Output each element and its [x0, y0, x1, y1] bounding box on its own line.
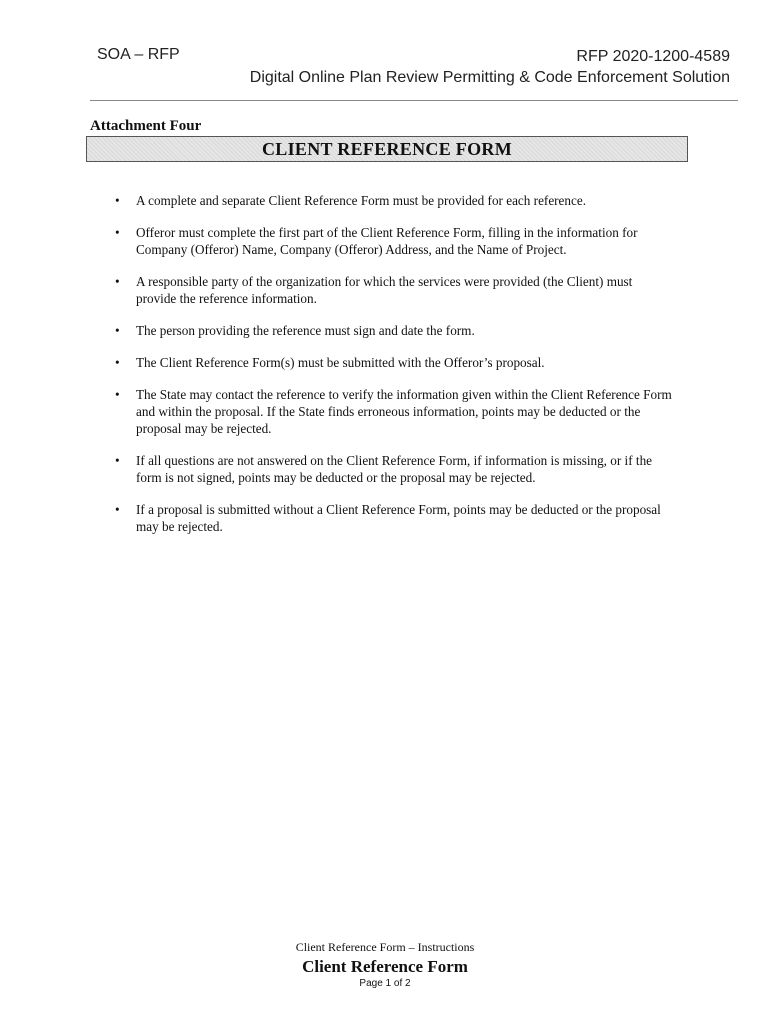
bullet-icon: •	[115, 502, 120, 517]
bullet-icon: •	[115, 387, 120, 402]
instructions-list	[115, 192, 675, 550]
attachment-label: Attachment Four	[90, 118, 202, 134]
instruction-item	[115, 452, 675, 486]
bullet-icon: •	[115, 193, 120, 208]
instruction-text: If all questions are not answered on the Client Reference Form, if information is missing, or if the form is not signed, points may be deducted or the proposal may be rejected.	[136, 453, 653, 485]
bullet-icon: •	[115, 274, 120, 289]
page-number: Page 1 of 2	[359, 978, 411, 989]
instruction-item	[115, 322, 675, 339]
solution-title: Digital Online Plan Review Permitting & Code Enforcement Solution	[249, 69, 730, 86]
bullet-icon: •	[115, 225, 120, 240]
instruction-item	[115, 501, 675, 535]
bullet-icon: •	[115, 453, 120, 468]
instruction-text: The State may contact the reference to verify the information given within the Client Reference Form and within the proposal. If the State finds erroneous information, points may be deducted or the proposal may be rejected.	[136, 387, 672, 436]
bullet-icon: •	[115, 355, 120, 370]
instruction-item	[115, 386, 675, 437]
instruction-text: A complete and separate Client Reference Form must be provided for each reference.	[136, 193, 587, 208]
instruction-item	[115, 273, 675, 307]
header-divider	[90, 100, 738, 101]
instruction-item	[115, 192, 675, 209]
bullet-icon: •	[115, 323, 120, 338]
instruction-text: Offeror must complete the first part of the Client Reference Form, filling in the information for Company (Offeror) Name, Company (Offeror) Address, and the Name of Project.	[136, 225, 638, 257]
form-title-banner	[86, 136, 688, 162]
footer-title: Client Reference Form	[302, 957, 468, 976]
form-title: CLIENT REFERENCE FORM	[262, 139, 512, 159]
instruction-text: If a proposal is submitted without a Client Reference Form, points may be deducted or the proposal may be rejected.	[136, 502, 661, 534]
instruction-item	[115, 354, 675, 371]
instruction-text: The Client Reference Form(s) must be submitted with the Offeror’s proposal.	[136, 355, 545, 370]
header-right	[250, 46, 730, 88]
instruction-text: The person providing the reference must sign and date the form.	[136, 323, 475, 338]
instruction-text: A responsible party of the organization for which the services were provided (the Client) must provide the reference information.	[136, 274, 633, 306]
rfp-number: RFP 2020-1200-4589	[576, 48, 730, 65]
instruction-item	[115, 224, 675, 258]
footer-caption: Client Reference Form – Instructions	[295, 940, 475, 954]
header-left-label: SOA – RFP	[97, 46, 180, 63]
